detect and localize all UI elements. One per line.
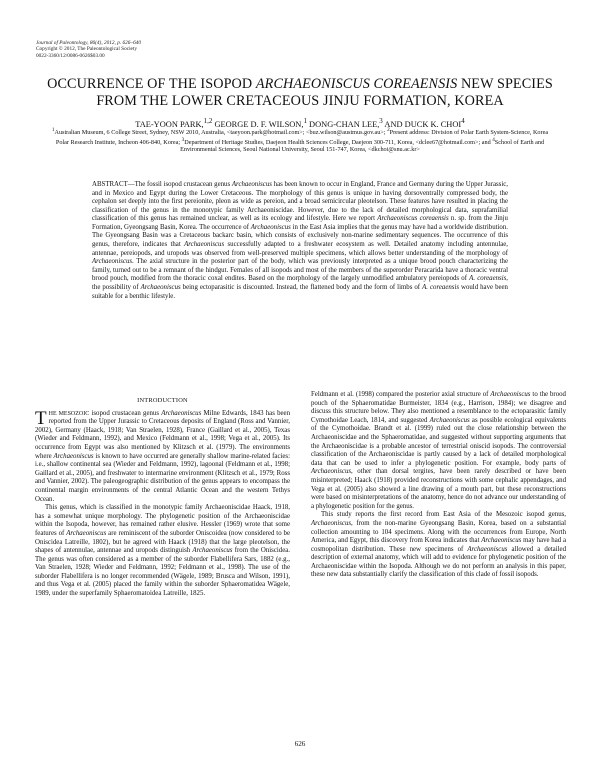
intro-genus: Archaeoniscus	[192, 547, 233, 555]
intro-genus: Archaeoniscus	[311, 468, 352, 476]
intro-text: allowed a detailed description of external anatomy, which will add to evidence for phylogenetic position of the Archaeoniscidae within the Isopoda. Although we do not perform an analysis in this paper, these new data substantially clarify the classification of this clade of fossil isopods.	[311, 545, 566, 579]
intro-text: as possible ecological equivalents of the Cymothoidae. Brandt et al. (1999) ruled out the close relationship between the Archaeoniscidae and the Sphaeromatidae, and suggested without supporting arguments that the Archaeoniscidae is a probable ancestor of terrestrial oniscid isopods. The controversial classification of the Archaeoniscidae is partly caused by a lack of detailed morphological data that can be used to infer a phylogenetic position. For example, body parts of	[311, 416, 566, 467]
intro-text: from the Oniscidea. The genus was often considered as a member of the suborder Flabellifera Sars, 1882 (e.g., Van Straelen, 1928; Wieder and Feldmann, 1992; Feldmann et al., 1998). The use of the suborder Flabellifera is no longer recommended (Wägele, 1989; Brusca and Wilson, 1991), and thus Vega et al. (2005) placed the family within the suborder Sphaeromatidea Wägele, 1989, under the superfamily Sphaeromatoidea Latreille, 1825.	[35, 547, 290, 598]
intro-text: Feldmann et al. (1998) compared the posterior axial structure of	[311, 391, 491, 398]
affil-4: School of Earth and Environmental Sciences, Seoul National University, Seoul 151-747, Korea, <dkchoi@snu.ac.kr>	[180, 138, 545, 154]
intro-genus: Archaeoniscus	[490, 391, 531, 398]
intro-text: Milne Edwards, 1843 has been reported from the Upper Jurassic to Cretaceous deposits of England (Ross and Vannier, 2002), Germany (Haack, 1918; Van Straelen, 1928), France (Gaillard et al., 2005), Texas (Wieder and Feldmann, 1992), and Mexico (Feldmann et al., 1998; Vega et al., 2005). Its occurrence from Egypt was also mentioned by Klitzsch et al. (1979). The environments where	[35, 409, 290, 460]
paper-title	[40, 76, 560, 110]
abstract-text: in the East Asia implies that the genus may have had a worldwide distribution. The Gyeongsang Basin was a Cretaceous backarc basin, which consists of exclusively non-marine sedimentary sequences. The occurrence of this genus, therefore, indicates that	[92, 223, 508, 249]
abstract-text: , the possibility of	[92, 275, 508, 291]
intro-text: to the brood pouch of the Sphaeromatidae Burmeister, 1834 (e.g., Harrison, 1984); we disagree and discuss this structure below. They also mentioned a resemblance to the ectoparasitic family Cymothoidae Leach, 1814, and suggested	[311, 391, 566, 424]
intro-text: , other than dorsal tergites, have been rarely described or have been misinterpreted; Haack (1918) provided reconstructions with some cephalic appendages, and Vega et al. (2005) also showed a line drawing of a mouth part, but these reconstructions were based on misinterpretations of the anatomy, hence do not advance our understanding of a phylogenetic position for the genus.	[311, 468, 566, 510]
affil-1: Australian Museum, 6 College Street, Sydney, NSW 2010, Australia, <taeyoon.park@hotmail.com>; <buz.wilson@austmus.gov.au>;	[54, 129, 388, 137]
intro-genus: Archaeoniscus	[481, 537, 522, 545]
intro-text: , from the non-marine Gyeongsang Basin, Korea, based on a substantial collection amounting to 104 specimens. Along with the occurrences from Europe, North America, and Egypt, this discovery from Korea indicates that	[311, 519, 566, 545]
intro-text: are reminiscent of the suborder Oniscoidea (now considered to be Oniscidea Latreille, 1802), but he agreed with Haack (1918) that the large pleotelson, the shapes of antennulae, antennae and uropods distinguish	[35, 529, 290, 555]
abstract-text: being ectoparasitic is discounted. Instead, the flattened body and the form of limbs of	[180, 283, 423, 291]
intro-genus: Archaeoniscus	[66, 529, 107, 537]
author-3-sup: 3	[379, 117, 383, 125]
intro-genus: Archaeoniscus	[311, 519, 352, 527]
author-1: TAE-YOON PARK,	[135, 119, 204, 129]
intro-paragraph-4	[311, 511, 566, 580]
abstract-genus: Archaeoniscus	[92, 258, 133, 266]
title-genus: ARCHAEONISCUS COREAENSIS	[255, 76, 458, 92]
abstract-genus: Archaeoniscus coreaensis	[377, 215, 449, 223]
intro-text: is known to have occurred are generally shallow marine-related facies: i.e., shallow continental sea (Wieder and Feldmann, 1992), lagoonal (Feldmann et al., 1998; Gaillard et al., 2005), and freshwater to intermarine environment (Klitzsch et al., 1979; Ross and Vannier, 2002). The paleogeographic distribution of the genus appears to encompass the continental margin environments of the central Atlantic Ocean and the western Tethys Ocean.	[35, 452, 291, 503]
right-column	[311, 391, 566, 580]
intro-text: This genus, which is classified in the monotypic family Archaeoniscidae Haack, 1918, has a somewhat unique morphology. The phylogenetic position of the Archaeoniscidae within the Isopoda, however, has remained rather elusive. Hessler (1969) wrote that some features of	[35, 504, 290, 537]
title-part-1: OCCURRENCE OF THE ISOPOD	[47, 76, 256, 92]
intro-genus: Archaeoniscus	[161, 409, 202, 417]
abstract-text: successfully adapted to a freshwater ecosystem as well. Detailed anatomy including antennulae, antennae, pereiopods, and uropods was observed from well-preserved multiple specimens, which allows better understanding of the morphology of	[92, 241, 509, 257]
abstract-label: ABSTRACT	[92, 181, 128, 188]
author-4: AND DUCK K. CHOI	[382, 119, 462, 129]
affil-2: Present address: Division of Polar Earth System-Science, Korea Polar Research Institute, Incheon 406-840, Korea;	[55, 129, 549, 146]
author-2: GEORGE D. F. WILSON,	[212, 119, 304, 129]
page-number: 626	[294, 740, 306, 748]
intro-paragraph-2	[35, 504, 290, 599]
abstract-genus: A. coreaensis	[422, 283, 460, 291]
intro-genus: Archaeoniscus	[53, 452, 94, 460]
affil-4-sup: 4	[492, 136, 495, 143]
intro-genus: Archaeoniscus	[467, 545, 508, 553]
intro-text: This study reports the first record from East Asia of the Mesozoic isopod genus,	[321, 511, 566, 519]
intro-text: may have had a cosmopolitan distribution. These new specimens of	[311, 537, 566, 553]
author-3: DONG-CHAN LEE,	[306, 119, 380, 129]
title-part-2: NEW SPECIES FROM THE LOWER CRETACEOUS JINJU FORMATION, KOREA	[96, 76, 553, 109]
intro-paragraph-3	[311, 391, 566, 511]
author-1-sup: 1,2	[203, 117, 213, 125]
abstract-text: would have been suitable for a benthic lifestyle.	[92, 283, 508, 300]
abstract-text: —The fossil isopod crustacean genus	[127, 181, 232, 188]
intro-genus: Archaeoniscus	[429, 416, 470, 424]
abstract-genus: A. coreaensis	[469, 275, 507, 283]
intro-smallcaps: HE MESOZOIC	[48, 410, 90, 417]
drop-cap: T	[35, 407, 47, 429]
author-4-sup: 4	[461, 117, 465, 125]
abstract-text: has been known to occur in England, France and Germany during the Upper Jurassic, and in Mexico and Egypt during the Lower Cretaceous. The morphology of this genus is unique in having dorsoventrally compressed body, the cephalon set deeply into the first pereionite, pleon as wide as pereion, and a broad semicircular pleotelson. These features have resulted in placing the classification of the genus in the monotypic family Archaeoniscidae. However, due to the lack of detailed morphological data, suprafamilial classification of this genus has remained unclear, as well as its ecology and lifestyle. Here we report	[92, 181, 508, 223]
affil-3: Department of Heritage Studies, Daejeon Health Sciences College, Daejeon 300-711, Korea, <dclee67@hotmail.com>; and	[184, 138, 493, 146]
journal-citation	[36, 40, 141, 59]
abstract-genus: Archaeoniscus	[250, 223, 291, 231]
journal-line-2: Copyright © 2012, The Paleontological Society	[36, 46, 138, 53]
intro-text: isopod crustacean genus	[89, 409, 162, 417]
intro-paragraph-1	[35, 407, 291, 505]
affil-2-sup: 2	[387, 127, 390, 133]
affil-3-sup: 3	[181, 136, 185, 143]
affiliations	[50, 127, 550, 154]
abstract-text: n. sp. from the Jinju Formation, Gyeongsang Basin, Korea. The occurrence of	[92, 215, 508, 231]
journal-line-1: Journal of Paleontology, 86(4), 2012, p. 626–640	[36, 40, 142, 46]
left-column	[35, 397, 290, 599]
abstract-text: . The axial structure in the posterior part of the body, which was previously interpreted as a unique brood pouch characterizing the family, turned out to be a remnant of the hindgut. Females of all isopods and most of the members of the superorder Peracarida have a thoracic ventral brood pouch, modified from the thoracic coxal endites. Based on the morphology of the largely unmodified ambulatory pereiopods of	[92, 258, 508, 283]
affil-1-sup: 1	[51, 127, 55, 133]
author-2-sup: 1	[303, 117, 307, 125]
journal-line-3: 0022-3360/12/0086-0626$03.00	[36, 52, 105, 59]
abstract-genus: Archaeoniscus	[231, 181, 272, 188]
abstract-genus: Archaeoniscus	[140, 283, 181, 291]
section-heading-introduction: INTRODUCTION	[137, 397, 188, 404]
abstract	[92, 181, 508, 301]
abstract-genus: Archaeoniscus	[184, 241, 225, 249]
